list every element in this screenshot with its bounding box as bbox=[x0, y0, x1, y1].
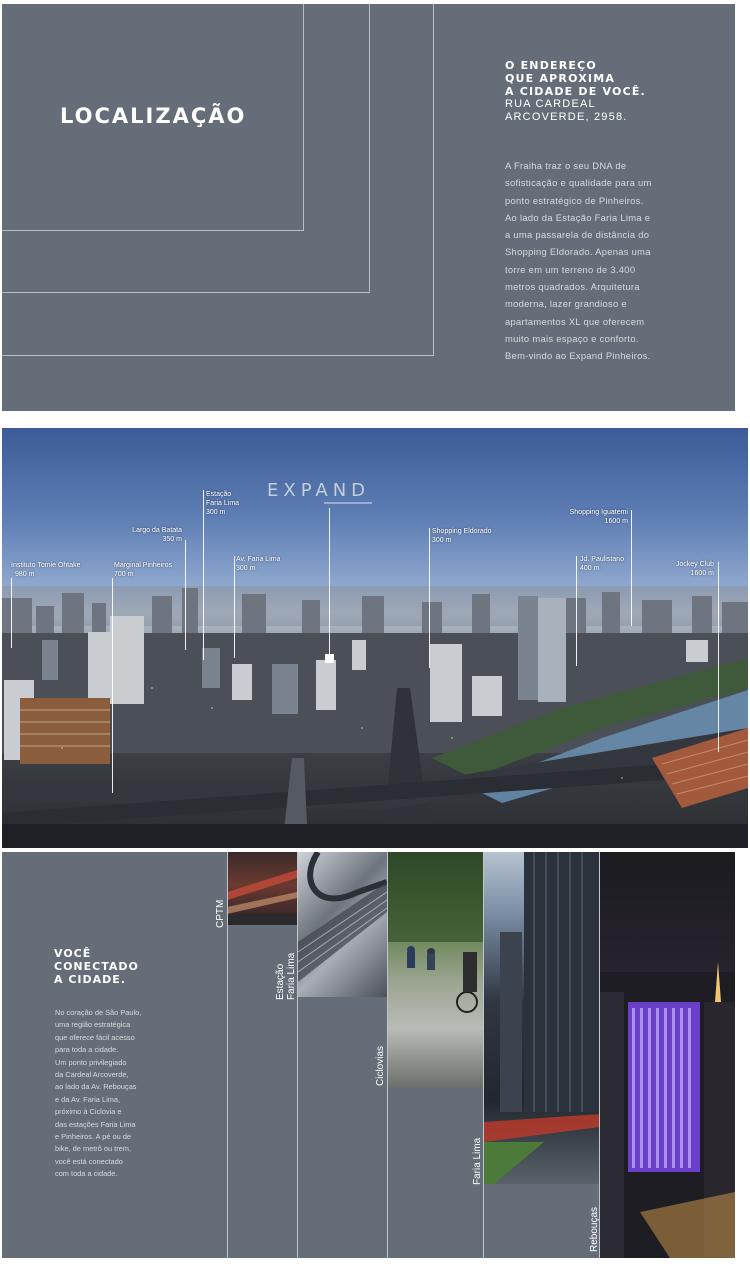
intro-line: metros quadrados. Arquitetura bbox=[505, 281, 640, 293]
pin-line-marginal-pinheiros bbox=[112, 578, 113, 793]
intro-line: moderna, lazer grandioso e bbox=[505, 298, 627, 310]
photo-estacao-faria-lima bbox=[298, 852, 387, 997]
column-label-estacao-faria-lima bbox=[275, 953, 297, 1000]
pin-label-jd-paulistano bbox=[580, 555, 624, 573]
intro-line: A Fraiha traz o seu DNA de bbox=[505, 160, 627, 171]
column-label-ciclovias: Ciclovias bbox=[375, 1045, 386, 1086]
column-divider bbox=[297, 852, 298, 1258]
intro-paragraph bbox=[505, 157, 677, 365]
pin-line-jockey-club bbox=[718, 562, 719, 752]
photo-ciclovias bbox=[387, 852, 483, 1087]
city-skyline-illustration bbox=[2, 428, 748, 848]
point-name: Av. Faria Lima bbox=[236, 556, 281, 563]
conectado-line: bike, de metrô ou trem, bbox=[55, 1144, 131, 1154]
column-label-faria-lima: Faria Lima bbox=[472, 1137, 483, 1185]
street-line: RUA CARDEAL bbox=[505, 98, 596, 110]
photo-cptm bbox=[227, 852, 297, 925]
pin-label-shopping-iguatemi bbox=[560, 508, 628, 526]
site-marker-icon bbox=[325, 654, 334, 663]
intro-line: muito mais espaço e conforto. bbox=[505, 332, 639, 344]
column-divider bbox=[483, 852, 484, 1258]
pin-line-tomie-ohtake bbox=[11, 578, 12, 648]
point-distance: 350 m bbox=[162, 536, 182, 543]
pin-line-shopping-eldorado bbox=[429, 528, 430, 668]
point-name: Marginal Pinheiros bbox=[114, 562, 172, 569]
pin-line-jd-paulistano bbox=[576, 556, 577, 666]
point-distance: 1600 m bbox=[690, 570, 714, 577]
conectado-line: e da Av. Faria Lima, bbox=[55, 1094, 121, 1104]
conectado-section bbox=[2, 852, 735, 1258]
intro-line: Shopping Eldorado. Apenas uma bbox=[505, 246, 651, 258]
intro-line: ponto estratégico de Pinheiros. bbox=[505, 194, 644, 206]
night-tower-illustration bbox=[600, 852, 735, 1258]
point-name: Largo da Batata bbox=[132, 527, 182, 534]
conectado-line: para toda a cidade. bbox=[55, 1045, 119, 1055]
pin-label-shopping-eldorado bbox=[432, 527, 492, 545]
expand-logo-subline bbox=[324, 502, 372, 504]
pin-label-jockey-club bbox=[662, 560, 714, 578]
conectado-line: uma região estratégica bbox=[55, 1020, 131, 1030]
title-line: VOCÊ bbox=[54, 947, 92, 960]
column-divider bbox=[599, 852, 600, 1258]
intro-line: Bem-vindo ao Expand Pinheiros. bbox=[505, 350, 651, 362]
point-name: Jd. Paulistano bbox=[580, 556, 624, 563]
page-bottom-margin bbox=[2, 1258, 735, 1272]
point-name: Instituto Tomie Ohtake bbox=[11, 562, 81, 569]
headline-line: O ENDEREÇO bbox=[505, 59, 597, 72]
pin-label-largo-da-batata bbox=[124, 526, 182, 544]
escalator-illustration bbox=[298, 852, 387, 997]
point-name: Shopping Iguatemi bbox=[569, 509, 628, 516]
pin-line-largo-da-batata bbox=[185, 540, 186, 650]
address-block bbox=[505, 59, 725, 124]
conectado-paragraph bbox=[55, 1007, 173, 1181]
column-divider bbox=[387, 852, 388, 1258]
conectado-line: próximo à Ciclovia e bbox=[55, 1107, 122, 1117]
localizacao-title: LOCALIZAÇÃO bbox=[60, 104, 247, 128]
point-distance: 980 m bbox=[15, 571, 35, 578]
conectado-line: você está conectado bbox=[55, 1156, 123, 1166]
conectado-line: das estações Faria Lima bbox=[55, 1119, 136, 1129]
point-distance: 700 m bbox=[114, 571, 134, 578]
intro-line: apartamentos XL que oferecem bbox=[505, 315, 645, 327]
point-distance: 1600 m bbox=[604, 518, 628, 525]
decorative-frame-outer bbox=[2, 4, 434, 356]
column-label-line: Faria Lima bbox=[286, 952, 297, 1000]
point-name: Jockey Club bbox=[675, 561, 714, 568]
cptm-canopy-illustration bbox=[227, 852, 297, 925]
localizacao-section bbox=[2, 4, 735, 411]
aerial-photo bbox=[2, 428, 748, 848]
pin-label-marginal-pinheiros bbox=[114, 561, 172, 579]
point-name: Faria Lima bbox=[206, 500, 240, 507]
column-label-reboucas: Rebouças bbox=[589, 1206, 600, 1252]
point-name: Shopping Eldorado bbox=[432, 528, 492, 535]
photo-faria-lima bbox=[484, 852, 600, 1184]
intro-line: Ao lado da Estação Faria Lima e bbox=[505, 211, 651, 223]
pin-line-av-faria-lima bbox=[234, 556, 235, 658]
column-label-line: Estação bbox=[275, 963, 286, 1000]
column-divider bbox=[227, 852, 228, 1258]
conectado-line: No coração de São Paulo, bbox=[55, 1008, 142, 1017]
point-name: Estação bbox=[206, 491, 232, 498]
pin-line-expand-site bbox=[329, 508, 330, 658]
bike-path-illustration bbox=[387, 852, 483, 1087]
intro-line: sofisticação e qualidade para um bbox=[505, 177, 652, 189]
pin-label-tomie-ohtake bbox=[11, 561, 81, 579]
point-distance: 300 m bbox=[206, 509, 226, 516]
title-line: CONECTADO bbox=[54, 960, 139, 973]
pin-line-estacao-faria-lima bbox=[203, 490, 204, 660]
expand-logo: EXPAND bbox=[267, 480, 371, 501]
point-distance: 400 m bbox=[580, 565, 600, 572]
headline-line: QUE APROXIMA bbox=[505, 72, 616, 85]
photo-reboucas bbox=[600, 852, 735, 1258]
conectado-line: da Cardeal Arcoverde, bbox=[55, 1070, 129, 1080]
pin-line-shopping-iguatemi bbox=[631, 510, 632, 626]
title-line: A CIDADE. bbox=[54, 973, 126, 986]
pin-label-av-faria-lima bbox=[236, 555, 280, 573]
pin-label-estacao-faria-lima bbox=[206, 490, 239, 517]
intro-line: torre em um terreno de 3.400 bbox=[505, 263, 636, 275]
conectado-line: com toda a cidade. bbox=[55, 1169, 118, 1179]
column-label-cptm: CPTM bbox=[215, 899, 226, 928]
towers-illustration bbox=[484, 852, 600, 1184]
headline-line: A CIDADE DE VOCÊ. bbox=[505, 85, 646, 98]
intro-line: a uma passarela de distância do bbox=[505, 229, 650, 241]
street-line: ARCOVERDE, 2958. bbox=[505, 111, 628, 123]
conectado-line: ao lado da Av. Rebouças bbox=[55, 1082, 137, 1092]
point-distance: 300 m bbox=[236, 565, 256, 572]
conectado-line: que oferece fácil acesso bbox=[55, 1032, 135, 1042]
conectado-title bbox=[54, 947, 139, 986]
conectado-line: Um ponto privilegiado bbox=[55, 1057, 127, 1067]
conectado-line: e Pinheiros. A pé ou de bbox=[55, 1132, 132, 1142]
point-distance: 300 m bbox=[432, 537, 452, 544]
